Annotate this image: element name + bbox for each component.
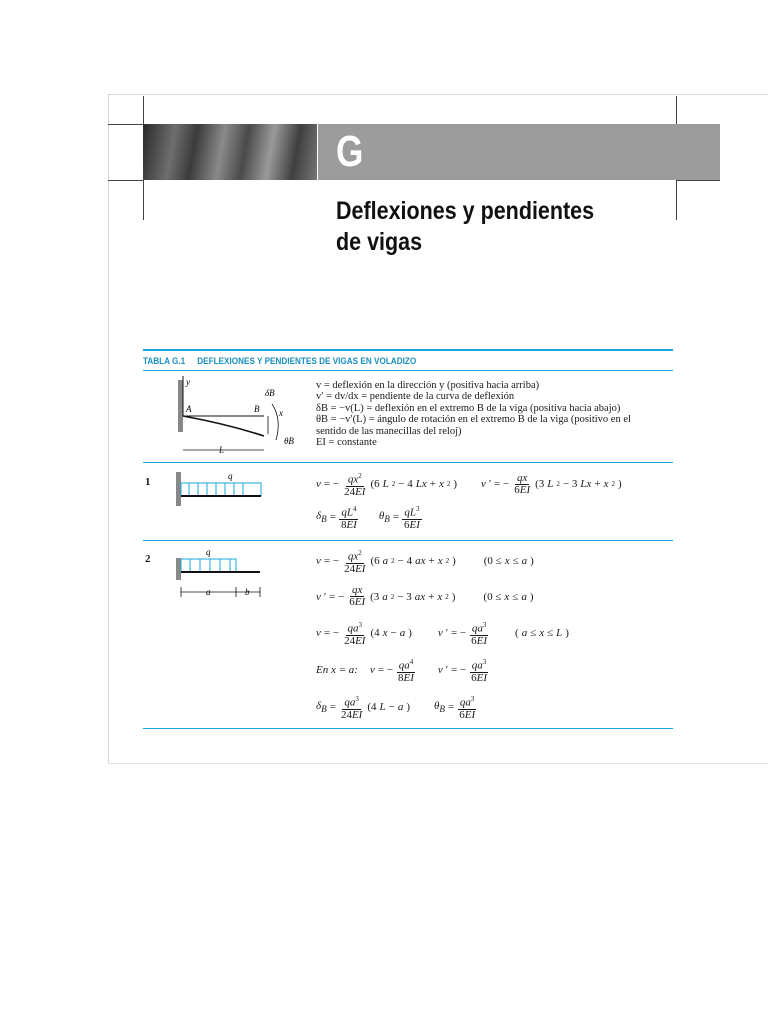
dim-b-label: b — [245, 587, 250, 597]
chapter-title — [336, 196, 594, 258]
distributed-load — [181, 483, 261, 496]
x-label: x — [279, 408, 283, 418]
deflected-beam — [183, 416, 264, 436]
chapter-banner — [318, 124, 720, 180]
row-number-1: 1 — [145, 476, 151, 488]
legend-line-4: θB = −v′(L) = ángulo de rotación en el extremo B de la viga (positivo en el — [316, 414, 631, 426]
formula-row2-v-first: v = − $\frac{qx^2}{24EI}$ (6 a 2 − 4 ax + x 2 ) (0 ≤ x ≤ a ) — [316, 549, 534, 575]
chapter-title-line2: de vigas — [336, 228, 423, 256]
formula-row2-at-a: En x = a: v = − $\frac{qa^4}{8EI}$ v ′ = − $\frac{qa^3}{6EI}$ — [316, 658, 487, 684]
row-rule-2 — [143, 540, 673, 541]
point-b-label: B — [254, 404, 260, 414]
formula-row1-v: v = − $\frac{qx^2}{24EI}$ (6 L 2 − 4 Lx + x 2 ) v ′ = − $\frac{qx}{6EI}$ (3 L 2 − 3 Lx + x 2 ) — [316, 471, 622, 498]
table-top-rule — [143, 349, 673, 351]
formula-row2-vprime-first: v ′ = − $\frac{qx}{6EI}$ (3 a 2 − 3 ax + x 2 ) (0 ≤ x ≤ a ) — [316, 584, 534, 608]
legend — [316, 380, 676, 448]
y-label: y — [186, 377, 190, 387]
delta-b-label: δB — [265, 388, 275, 398]
table-bottom-rule — [143, 728, 673, 729]
cantilever-diagram — [172, 374, 312, 464]
fixed-support — [178, 380, 183, 432]
theta-arc — [272, 404, 278, 440]
header-rule-left-top — [108, 124, 143, 125]
legend-line-2: v′ = dv/dx = pendiente de la curva de deflexión — [316, 391, 515, 403]
formula-row2-second-segment: v = − $\frac{qa^3}{24EI}$ (4 x − a ) v ′ = − $\frac{qa^3}{6EI}$ ( a ≤ x ≤ L ) — [316, 621, 569, 647]
table-caption: DEFLEXIONES Y PENDIENTES DE VIGAS EN VOLADIZO — [197, 356, 417, 367]
legend-line-1: v = deflexión en la dirección y (positiva hacia arriba) — [316, 380, 540, 391]
legend-line-6: EI = constante — [316, 437, 377, 449]
row-number-2: 2 — [145, 553, 151, 565]
load-q-label: q — [228, 471, 233, 481]
en-x-label: En x = a: — [316, 664, 358, 677]
load-arrows — [190, 559, 230, 571]
legend-line-5: sentido de las manecillas del reloj) — [316, 425, 462, 437]
table-title — [143, 356, 416, 367]
theta-b-label: θB — [284, 436, 294, 446]
span-label: L — [219, 445, 225, 455]
table-label: TABLA G.1 — [143, 356, 186, 367]
dim-a-label: a — [206, 587, 211, 597]
partial-distributed-load — [181, 559, 236, 572]
header-rule-right-bottom — [676, 180, 720, 181]
row-rule-1 — [143, 462, 673, 463]
load-diagram-1 — [176, 470, 266, 510]
point-a-label: A — [186, 404, 192, 414]
load-diagram-2 — [176, 546, 266, 602]
formula-row1-delta: $\delta_B$ = $\frac{qL^4}{8EI}$ $\theta_B$ = $\frac{qL^3}{6EI}$ — [316, 505, 420, 531]
legend-line-3: δB = −v(L) = deflexión en el extremo B de la viga (positiva hacia abajo) — [316, 402, 621, 414]
chapter-banner-photo — [143, 124, 317, 180]
chapter-title-line1: Deflexiones y pendientes — [336, 197, 595, 225]
load-q-label: q — [206, 547, 211, 557]
table-header-rule — [143, 370, 673, 371]
load-arrows — [189, 483, 243, 495]
fixed-support — [176, 472, 181, 506]
formula-row2-delta: $\delta_B$ = $\frac{qa^3}{24EI}$ (4 L − a ) $\theta_B$ = $\frac{qa^3}{6EI}$ — [316, 695, 476, 721]
fixed-support — [176, 558, 181, 580]
chapter-letter: G — [336, 127, 364, 176]
header-rule-left-bottom — [108, 180, 143, 181]
